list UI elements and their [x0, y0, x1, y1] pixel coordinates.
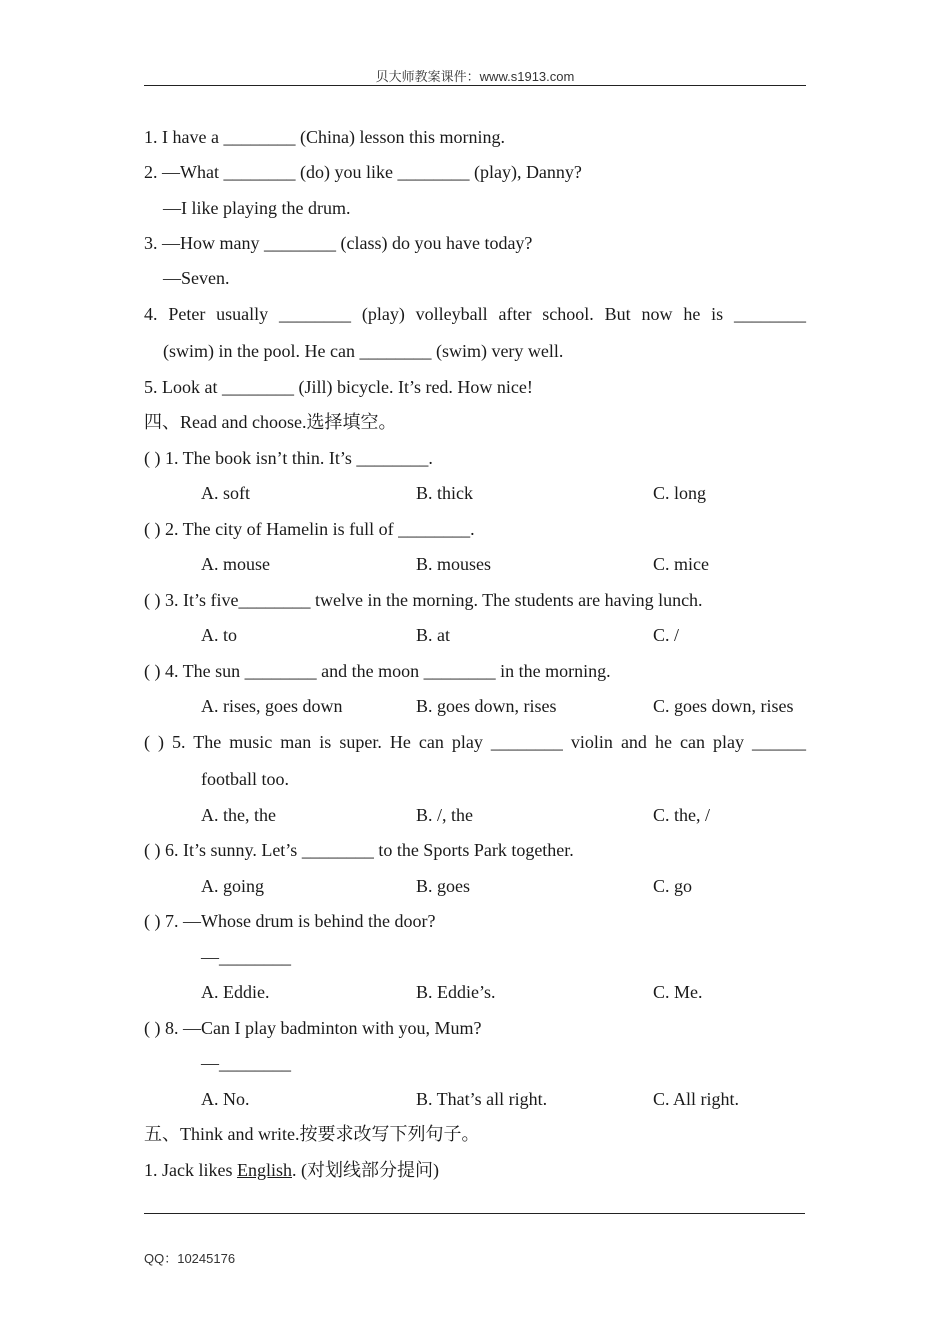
header-divider	[144, 85, 806, 86]
option-4-2-c: C. mice	[653, 554, 709, 574]
page-footer: QQ：10245176	[144, 1251, 236, 1266]
answer-line	[144, 1213, 805, 1214]
option-4-7-a: A. Eddie.	[201, 982, 270, 1002]
question-4-1: ( ) 1. The book isn’t thin. It’s ________.	[144, 448, 433, 468]
page-header: 贝大师教案课件：www.s1913.com	[375, 69, 575, 84]
option-4-8-a: A. No.	[201, 1089, 250, 1109]
option-4-7-c: C. Me.	[653, 982, 703, 1002]
option-4-4-a: A. rises, goes down	[201, 696, 343, 716]
option-4-4-c: C. goes down, rises	[653, 696, 794, 716]
question-4-5: ( ) 5. The music man is super. He can play ________ violin and he can play ______	[144, 732, 806, 752]
section-4-title: 四、Read and choose.选择填空。	[144, 412, 397, 432]
question-4-7-reply: —________	[201, 947, 291, 967]
option-4-5-c: C. the, /	[653, 805, 710, 825]
question-3-5: 5. Look at ________ (Jill) bicycle. It’s red. How nice!	[144, 377, 533, 397]
option-4-4-b: B. goes down, rises	[416, 696, 557, 716]
section-5-title: 五、Think and write.按要求改写下列句子。	[144, 1124, 480, 1144]
option-4-2-a: A. mouse	[201, 554, 270, 574]
question-3-2: 2. —What ________ (do) you like ________ (play), Danny?	[144, 162, 582, 182]
question-3-4-line2: (swim) in the pool. He can ________ (swim) very well.	[163, 341, 564, 361]
question-5-1-prefix: 1. Jack likes	[144, 1160, 237, 1180]
question-4-7: ( ) 7. —Whose drum is behind the door?	[144, 911, 436, 931]
option-4-1-b: B. thick	[416, 483, 473, 503]
question-5-1-suffix: . (对划线部分提问)	[292, 1160, 439, 1180]
question-5-1	[144, 1159, 439, 1181]
question-4-5-continued: football too.	[201, 769, 289, 789]
option-4-3-b: B. at	[416, 625, 450, 645]
question-5-1-underlined: English	[236, 1160, 292, 1180]
question-3-4-line1: 4. Peter usually ________ (play) volleyball after school. But now he is ________	[144, 304, 806, 324]
question-4-2: ( ) 2. The city of Hamelin is full of ________.	[144, 519, 475, 539]
question-4-3: ( ) 3. It’s five________ twelve in the morning. The students are having lunch.	[144, 590, 703, 610]
option-4-6-c: C. go	[653, 876, 693, 896]
option-4-3-c: C. /	[653, 625, 680, 645]
question-4-8-reply: —________	[201, 1053, 291, 1073]
option-4-8-b: B. That’s all right.	[416, 1089, 548, 1109]
option-4-7-b: B. Eddie’s.	[416, 982, 496, 1002]
option-4-1-a: A. soft	[201, 483, 250, 503]
question-4-4: ( ) 4. The sun ________ and the moon ________ in the morning.	[144, 661, 611, 681]
option-4-3-a: A. to	[201, 625, 237, 645]
option-4-1-c: C. long	[653, 483, 707, 503]
question-4-8: ( ) 8. —Can I play badminton with you, Mum?	[144, 1018, 482, 1038]
option-4-6-a: A. going	[201, 876, 264, 896]
option-4-8-c: C. All right.	[653, 1089, 740, 1109]
question-4-6: ( ) 6. It’s sunny. Let’s ________ to the Sports Park together.	[144, 840, 574, 860]
question-3-1: 1. I have a ________ (China) lesson this morning.	[144, 127, 505, 147]
option-4-2-b: B. mouses	[416, 554, 492, 574]
question-3-3: 3. —How many ________ (class) do you have today?	[144, 233, 533, 253]
option-4-5-a: A. the, the	[201, 805, 276, 825]
question-3-3-answer: —Seven.	[163, 268, 230, 288]
option-4-6-b: B. goes	[416, 876, 470, 896]
question-3-2-answer: —I like playing the drum.	[163, 198, 351, 218]
option-4-5-b: B. /, the	[416, 805, 473, 825]
